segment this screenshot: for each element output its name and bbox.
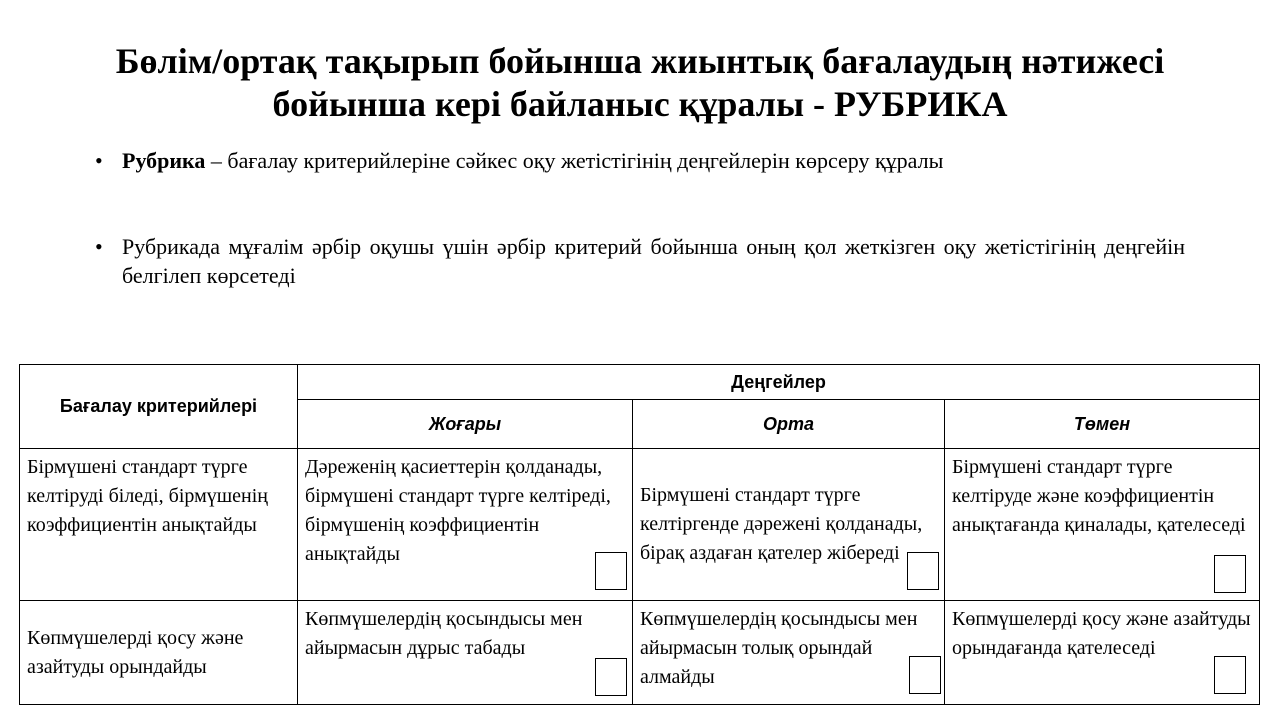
mark-checkbox[interactable] — [907, 552, 939, 590]
table-row — [20, 449, 1260, 601]
slide-title: Бөлім/ортақ тақырып бойынша жиынтық бағалаудың нәтижесі бойынша кері байланыс құралы - РУБРИКА — [115, 41, 1165, 124]
bullet-text: – бағалау критерийлеріне сәйкес оқу жетістігінің деңгейлерін көрсеру құралы — [205, 148, 944, 173]
level-header-high: Жоғары — [298, 400, 633, 449]
mark-checkbox[interactable] — [1214, 656, 1246, 694]
level-cell-low: Көпмүшелерді қосу және азайтуды орындағанда қателеседі — [945, 601, 1260, 705]
mark-checkbox[interactable] — [909, 656, 941, 694]
level-cell-low: Бірмүшені стандарт түрге келтіруде және коэффициентін анықтағанда қиналады, қателеседі — [945, 449, 1260, 601]
criterion-cell: Бірмүшені стандарт түрге келтіруді біледі, бірмүшенің коэффициентін анықтайды — [20, 449, 298, 601]
table-row — [20, 601, 1260, 705]
criteria-header: Бағалау критерийлері — [20, 365, 298, 449]
level-cell-medium: Көпмүшелердің қосындысы мен айырмасын толық орындай алмайды — [633, 601, 945, 705]
bullet-text: Рубрикада мұғалім әрбір оқушы үшін әрбір критерий бойынша оның қол жеткізген оқу жетістігінің деңгейін белгілеп көрсетеді — [122, 234, 1185, 288]
level-cell-high: Дәреженің қасиеттерін қолданады, бірмүшені стандарт түрге келтіреді, бірмүшенің коэффициентін анықтайды — [298, 449, 633, 601]
bullet-item-rubric-definition — [95, 146, 1185, 175]
bullet-item-teacher-usage — [95, 232, 1185, 290]
mark-checkbox[interactable] — [595, 552, 627, 590]
levels-header: Деңгейлер — [298, 365, 1260, 400]
mark-checkbox[interactable] — [595, 658, 627, 696]
level-header-medium: Орта — [633, 400, 945, 449]
level-cell-medium: Бірмүшені стандарт түрге келтіргенде дәрежені қолданады, бірақ аздаған қателер жібереді — [633, 449, 945, 601]
level-cell-high: Көпмүшелердің қосындысы мен айырмасын дұрыс табады — [298, 601, 633, 705]
bullet-list — [95, 146, 1185, 290]
level-header-low: Төмен — [945, 400, 1260, 449]
bullet-term: Рубрика — [122, 148, 206, 173]
criterion-cell: Көпмүшелерді қосу және азайтуды орындайды — [20, 601, 298, 705]
rubric-table — [19, 364, 1260, 705]
mark-checkbox[interactable] — [1214, 555, 1246, 593]
